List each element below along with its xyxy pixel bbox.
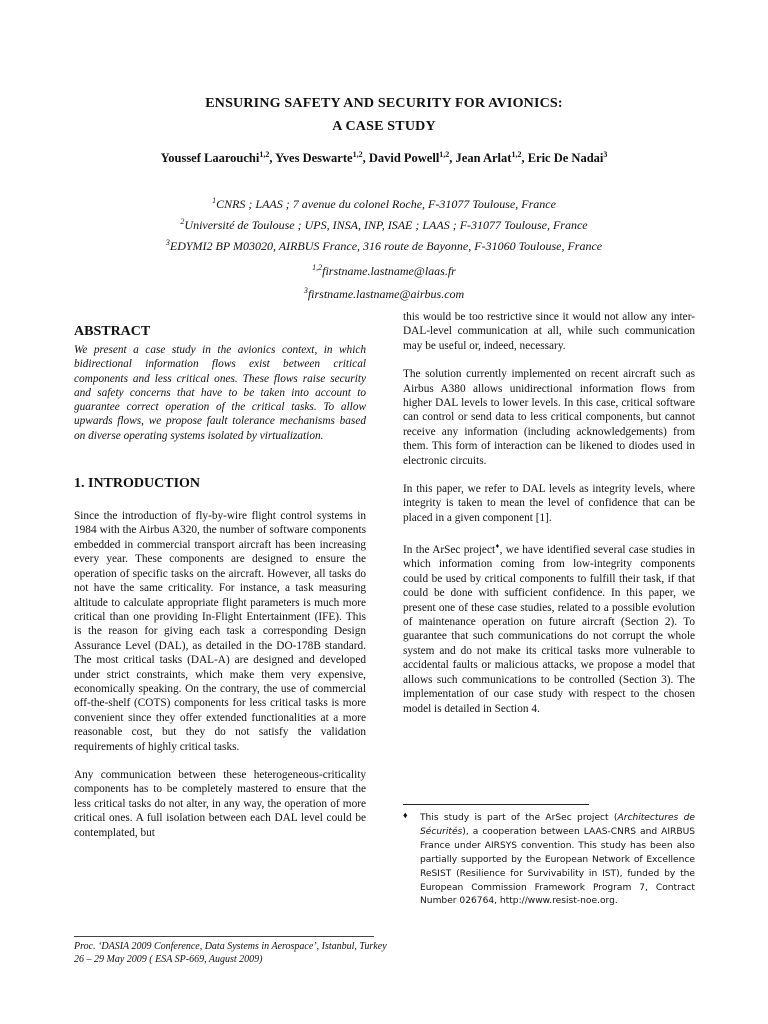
author-name: Yves Deswarte: [275, 151, 353, 166]
affiliation-sup: 1: [212, 196, 217, 205]
page-footer-divider: [74, 936, 374, 937]
footnote-italic: Architectures de Sécurités: [420, 813, 695, 837]
affiliation-text: EDYMI2 BP M03020, AIRBUS France, 316 route de Bayonne, F-31060 Toulouse, France: [169, 239, 603, 253]
abstract-text: We present a case study in the avionics context, in which bidirectional information flows exist between critical components and less critical ones. These flows raise security and safety concerns that have to be taken into account to guarantee correct operation of the critical tasks. To allow upwards flows, we propose fault tolerance mechanisms based on diverse operating systems isolated by virtualization.: [74, 344, 366, 442]
right-paragraph-3: In this paper, we refer to DAL levels as integrity levels, where integrity is taken to mean the level of confidence that can be placed in a given component [1].: [403, 483, 695, 524]
footnote-divider: [403, 804, 589, 805]
page-footer: [74, 941, 434, 966]
author-affil-sup: 1,2: [352, 150, 363, 159]
abstract-heading: ABSTRACT: [74, 324, 151, 339]
affiliation-sup: 3: [165, 238, 170, 247]
right-paragraph-4: [403, 539, 695, 716]
intro-paragraph-2: Any communication between these heterogeneous-criticality components has to be completely mastered to ensure that the less critical tasks do not alter, in any way, the operation of more critical ones. A full isolation between each DAL level could be contemplated, but: [74, 768, 366, 839]
introduction-heading: 1. INTRODUCTION: [74, 476, 201, 492]
email-list: [0, 258, 768, 304]
author-name: Youssef Laarouchi: [160, 151, 260, 166]
author-list: Youssef Laarouchi$^{1,2}$, Yves Deswarte$^{1,2}$, David Powell$^{1,2}$, Jean Arlat$^{1,2}$, Eric De Nadai$^3$: [160, 150, 608, 166]
email-item: [0, 258, 768, 281]
footnote-mark: ♦: [403, 810, 408, 820]
email-item: [0, 281, 768, 304]
email-text: firstname.lastname@airbus.com: [307, 287, 465, 301]
affiliation-item: [0, 234, 768, 255]
author-affil-sup: 1,2: [259, 150, 270, 159]
author-affil-sup: 3: [603, 150, 608, 159]
affiliation-item: [0, 213, 768, 234]
left-column: [74, 324, 366, 840]
footnote-reference-mark: ♦: [495, 542, 500, 551]
footnote-part: This study is part of the ArSec project (: [420, 813, 618, 823]
paper-title-line2: A CASE STUDY: [332, 119, 436, 134]
author-affil-sup: 1,2: [511, 150, 522, 159]
affiliation-text: Université de Toulouse ; UPS, INSA, INP, ISAE ; LAAS ; F-31077 Toulouse, France: [184, 218, 588, 232]
paragraph-text: In the ArSec project: [403, 544, 496, 557]
author-affil-sup: 1,2: [439, 150, 450, 159]
footer-line: Proc. ‘DASIA 2009 Conference, Data Systems in Aerospace’, Istanbul, Turkey: [74, 941, 387, 952]
paragraph-text: , we have identified several case studies in which information coming from low-integrity components could be used by critical components to fulfill their task, if that could be done with sufficient confidence. In this paper, we present one of these case studies, related to a possible evolution of maintenance operation on future aircraft (Section 2). To guarantee that such communications do not corrupt the whole system and do not make its critical tasks more vulnerable to accidental faults or malicious attacks, we propose a model that allows such communications to be controlled (Section 3). The implementation of our case study with respect to the chosen model is detailed in Section 4.: [403, 544, 696, 715]
footnote-text: [420, 812, 695, 909]
footer-line: 26 – 29 May 2009 ( ESA SP-669, August 2009): [74, 953, 263, 965]
right-paragraph-1: this would be too restrictive since it would not allow any inter-DAL-level communication at all, while such communication may be useful or, indeed, necessary.: [403, 311, 695, 352]
affiliation-list: [0, 192, 768, 255]
email-sup: 3: [303, 286, 308, 295]
affiliation-item: [0, 192, 768, 213]
right-column: [403, 310, 695, 716]
intro-paragraph-1: Since the introduction of fly-by-wire flight control systems in 1984 with the Airbus A320, the number of software components embedded in commercial transport aircraft has been increasing every year. These components are designed to ensure the operation of specific tasks on the aircraft. However, all tasks do not have the same criticality. For instance, a task measuring altitude to calculate appropriate flight parameters is much more critical than one providing In-Flight Entertainment (IFE). This is the reason for giving each task a corresponding Design Assurance Level (DAL), as detailed in the DO-178B standard. The most critical tasks (DAL-A) are designed and developed under strict constraints, which make them very expensive, economically speaking. On the contrary, the use of commercial off-the-shelf (COTS) components for less critical tasks is more convenient since they offer extended functionalities at a more reasonable cost, but they do not satisfy the validation requirements of highly critical tasks.: [74, 510, 366, 753]
affiliation-sup: 2: [180, 217, 185, 226]
email-text: firstname.lastname@laas.fr: [322, 264, 456, 278]
email-sup: 1,2: [312, 263, 323, 272]
author-name: Jean Arlat: [455, 151, 512, 166]
author-name: David Powell: [368, 151, 440, 166]
paper-title-line1: ENSURING SAFETY AND SECURITY FOR AVIONICS:: [205, 96, 563, 111]
footnote-part: ), a cooperation between LAAS-CNRS and AIRBUS France under AIRSYS convention. This study has been also partially supported by the European Network of Excellence ReSIST (Resilience for Survivability in IST), funded by the European Commission Framework Program 7, Contract Number 026764, http://www.resist-noe.org.: [420, 826, 695, 907]
right-paragraph-2: The solution currently implemented on recent aircraft such as Airbus A380 allows unidirectional information flows from higher DAL levels to lower levels. In this case, critical software can control or send data to less critical components, but cannot receive any information (including acknowledgements) from them. This form of interaction can be likened to diodes used in electronic circuits.: [403, 368, 695, 467]
affiliation-text: CNRS ; LAAS ; 7 avenue du colonel Roche, F-31077 Toulouse, France: [216, 197, 556, 211]
author-name: Eric De Nadai: [527, 151, 604, 166]
